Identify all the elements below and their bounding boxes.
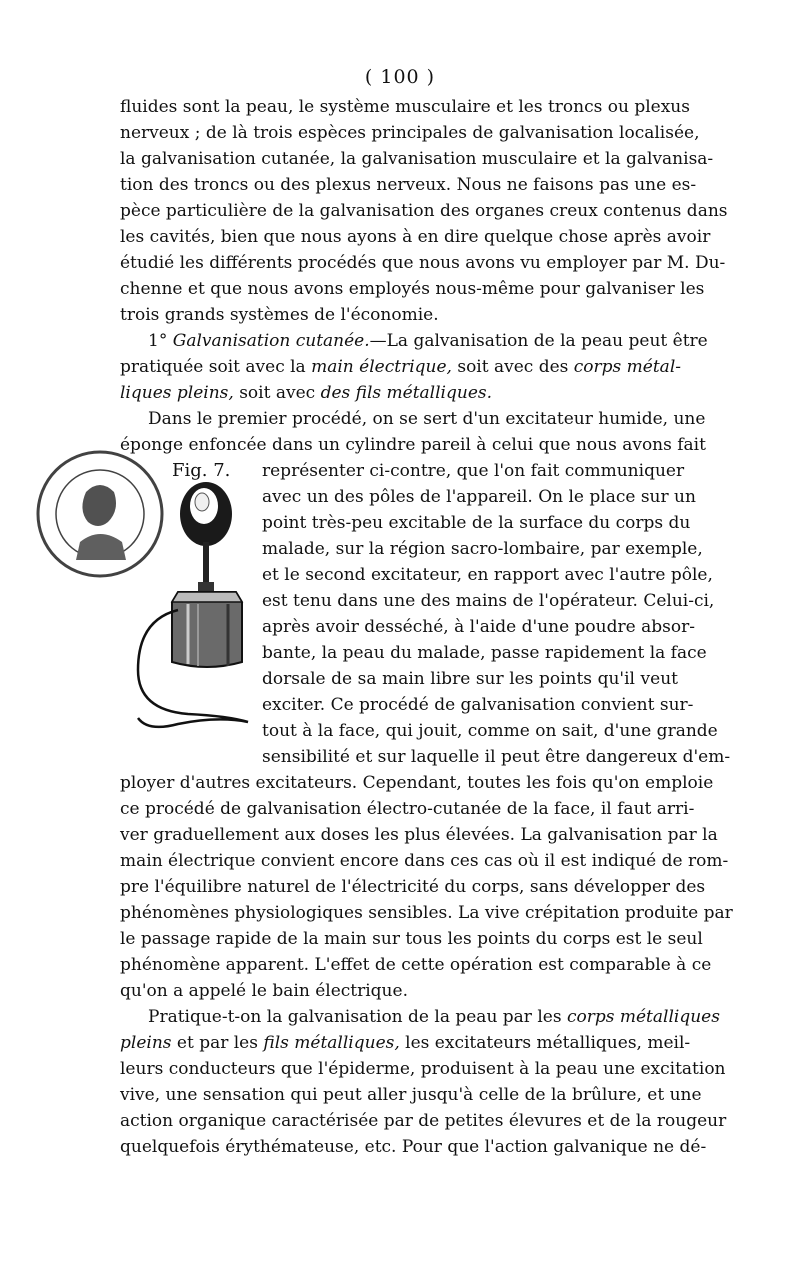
electrode-cylinder (172, 592, 242, 667)
text-line: pèce particulière de la galvanisation des organes creux contenus dans (120, 201, 728, 221)
text-line: pre l'équilibre naturel de l'électricité du corps, sans développer des (120, 877, 706, 897)
text-line (148, 1004, 720, 1030)
text-line: étudié les différents procédés que nous avons vu employer par M. Du- (120, 253, 726, 273)
text-span: soit avec des (451, 357, 574, 377)
text-line: quelquefois érythémateuse, etc. Pour que l'action galvanique ne dé- (120, 1137, 707, 1157)
page-number: ( 100 ) (364, 66, 436, 88)
italic-term: des fils métalliques. (320, 383, 493, 403)
italic-term: corps métalliques (566, 1007, 720, 1027)
text-line: après avoir desséché, à l'aide d'une poudre absor- (262, 617, 695, 637)
text-line (120, 380, 678, 406)
text-line: et le second excitateur, en rapport avec l'autre pôle, (262, 565, 713, 585)
text-line: qu'on a appelé le bain électrique. (120, 981, 408, 1001)
text-line: tout à la face, qui jouit, comme on sait, d'une grande (262, 721, 718, 741)
text-line: leurs conducteurs que l'épiderme, produisent à la peau une excitation (120, 1059, 726, 1079)
italic-term: liques pleins, (120, 383, 234, 403)
text-line: point très-peu excitable de la surface du corps du (262, 513, 691, 533)
text-line: Dans le premier procédé, on se sert d'un excitateur humide, une (148, 409, 706, 429)
section-number: 1° (148, 331, 173, 351)
text-line: la galvanisation cutanée, la galvanisation musculaire et la galvanisa- (120, 149, 714, 169)
text-line (120, 1030, 691, 1056)
text-line: sensibilité et sur laquelle il peut être dangereux d'em- (262, 747, 731, 767)
text-span: Pratique-t-on la galvanisation de la peau par les (148, 1007, 567, 1027)
italic-term: corps métal- (573, 357, 682, 377)
text-line: nerveux ; de là trois espèces principales de galvanisation localisée, (120, 123, 700, 143)
text-line: bante, la peau du malade, passe rapidement la face (262, 643, 707, 663)
text-line: phénomène apparent. L'effet de cette opération est comparable à ce (120, 955, 712, 975)
italic-term: fils métalliques, (263, 1033, 400, 1053)
text-line: main électrique convient encore dans ces cas où il est indiqué de rom- (120, 851, 729, 871)
section-heading-line (148, 328, 708, 354)
figure-label: Fig. 7. (172, 460, 231, 481)
text-line (120, 354, 682, 380)
electrode-handle (180, 482, 232, 592)
italic-term: pleins (120, 1033, 172, 1053)
text-line: action organique caractérisée par de petites élevures et de la rougeur (120, 1111, 727, 1131)
text-line: éponge enfoncée dans un cylindre pareil à celui que nous avons fait (120, 435, 706, 455)
text-span: —La galvanisation de la peau peut être (369, 331, 708, 351)
section-title: Galvanisation cutanée. (172, 331, 370, 351)
text-span: pratiquée soit avec la (120, 357, 312, 377)
text-line: représenter ci-contre, que l'on fait communiquer (262, 461, 685, 481)
text-line: les cavités, bien que nous ayons à en dire quelque chose après avoir (120, 227, 711, 247)
text-line: fluides sont la peau, le système musculaire et les troncs ou plexus (120, 97, 690, 117)
text-line: exciter. Ce procédé de galvanisation convient sur- (262, 695, 694, 715)
library-stamp (38, 452, 162, 576)
text-span: soit avec (233, 383, 321, 403)
text-line: ployer d'autres excitateurs. Cependant, toutes les fois qu'on emploie (120, 773, 714, 793)
text-line: malade, sur la région sacro-lombaire, par exemple, (262, 539, 703, 559)
text-line: phénomènes physiologiques sensibles. La vive crépitation produite par (120, 903, 733, 923)
text-line: le passage rapide de la main sur tous les points du corps est le seul (120, 929, 703, 949)
text-span: et par les (171, 1033, 264, 1053)
text-line: est tenu dans une des mains de l'opérateur. Celui-ci, (262, 591, 715, 611)
italic-term: main électrique, (311, 357, 452, 377)
text-line: avec un des pôles de l'appareil. On le place sur un (262, 487, 696, 507)
text-line: ver graduellement aux doses les plus élevées. La galvanisation par la (120, 825, 718, 845)
text-line: dorsale de sa main libre sur les points qu'il veut (262, 669, 678, 689)
text-line: trois grands systèmes de l'économie. (120, 305, 439, 325)
text-line: chenne et que nous avons employés nous-même pour galvaniser les (120, 279, 705, 299)
text-span: les excitateurs métalliques, meil- (399, 1033, 691, 1053)
text-line: tion des troncs ou des plexus nerveux. Nous ne faisons pas une es- (120, 175, 697, 195)
text-line: vive, une sensation qui peut aller jusqu'à celle de la brûlure, et une (120, 1085, 702, 1105)
text-line: ce procédé de galvanisation électro-cutanée de la face, il faut arri- (120, 799, 695, 819)
